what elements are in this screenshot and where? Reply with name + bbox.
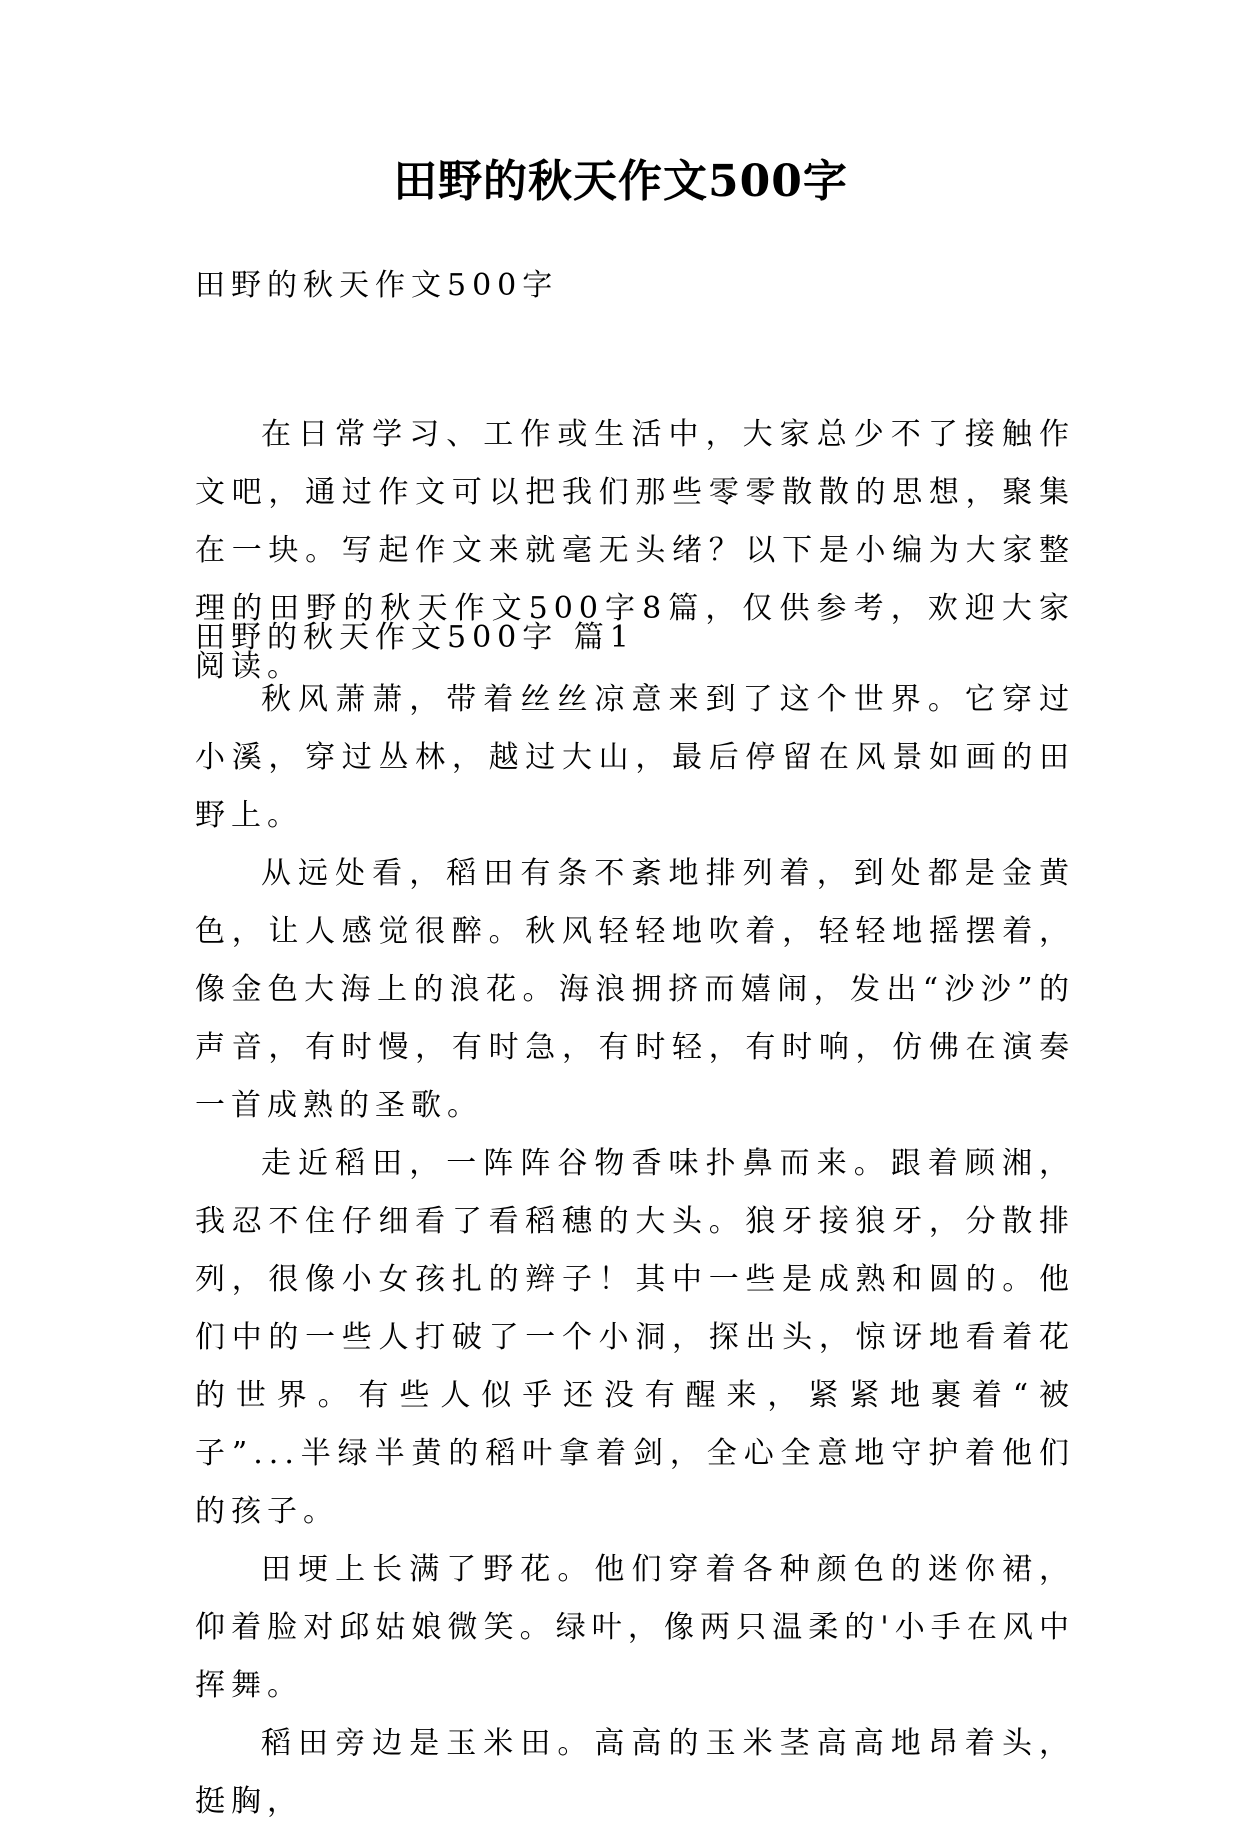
essay-paragraph: 稻田旁边是玉米田。高高的玉米茎高高地昂着头，挺胸， (195, 1726, 1075, 1819)
essay-paragraph: 秋风萧萧，带着丝丝凉意来到了这个世界。它穿过小溪，穿过丛林，越过大山，最后停留在风景如画的田野上。 (195, 682, 1075, 833)
essay-paragraph: 从远处看，稻田有条不紊地排列着，到处都是金黄色，让人感觉很醉。秋风轻轻地吹着，轻轻地摇摆着，像金色大海上的浪花。海浪拥挤而嬉闹，发出“沙沙”的声音，有时慢，有时急，有时轻，有时响，仿佛在演奏一首成熟的圣歌。 (195, 856, 1075, 1123)
section-heading: 田野的秋天作文500字 篇1 (195, 620, 635, 655)
essay-paragraph: 田埂上长满了野花。他们穿着各种颜色的迷你裙，仰着脸对邱姑娘微笑。绿叶，像两只温柔的'小手在风中挥舞。 (195, 1552, 1075, 1703)
essay-content (195, 671, 1075, 1831)
essay-paragraph: 走近稻田，一阵阵谷物香味扑鼻而来。跟着顾湘，我忍不住仔细看了看稻穗的大头。狼牙接狼牙，分散排列，很像小女孩扎的辫子！其中一些是成熟和圆的。他们中的一些人打破了一个小洞，探出头，惊讶地看着花的世界。有些人似乎还没有醒来，紧紧地裹着“被子”...半绿半黄的稻叶拿着剑，全心全意地守护着他们的孩子。 (195, 1146, 1075, 1529)
intro-paragraph: 在日常学习、工作或生活中，大家总少不了接触作文吧，通过作文可以把我们那些零零散散的思想，聚集在一块。写起作文来就毫无头绪？以下是小编为大家整理的田野的秋天作文500字8篇，仅供参考，欢迎大家阅读。 (195, 417, 1075, 684)
document-subtitle: 田野的秋天作文500字 (195, 268, 559, 303)
document-title: 田野的秋天作文500字 (393, 156, 848, 207)
